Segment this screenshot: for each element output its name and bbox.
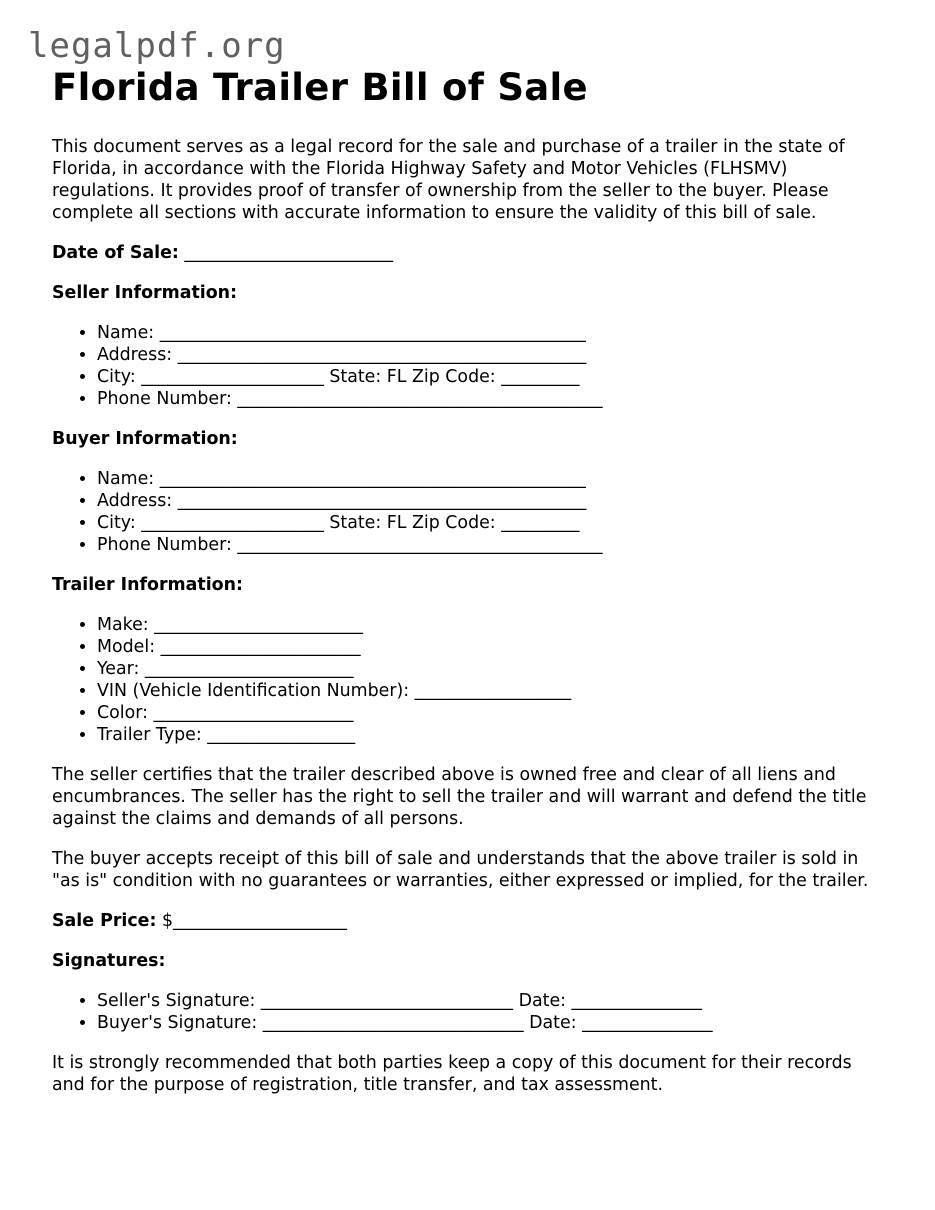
- date-of-sale-field[interactable]: ________________________: [178, 243, 394, 264]
- signatures-heading: Signatures:: [52, 951, 166, 972]
- acceptance-paragraph: The buyer accepts receipt of this bill of sale and understands that the above trailer is sold in "as is" condition with no guarantees or warranties, either expressed or implied, for the trailer.: [52, 849, 869, 892]
- seller-phone-field[interactable]: • Phone Number: __________________________________________: [97, 388, 882, 410]
- buyer-list: [52, 468, 882, 556]
- seller-city-field[interactable]: • City: _____________________ State: FL Zip Code: _________: [97, 366, 882, 388]
- trailer-year-field[interactable]: • Year: ________________________: [97, 658, 882, 680]
- seller-address-field[interactable]: • Address: _______________________________________________: [97, 344, 882, 366]
- buyer-signature-field[interactable]: • Buyer's Signature: ______________________________ Date: _______________: [97, 1012, 882, 1034]
- trailer-make-field[interactable]: • Make: ________________________: [97, 614, 882, 636]
- trailer-list: [52, 614, 882, 746]
- sale-price-field[interactable]: $____________________: [156, 911, 347, 932]
- signatures-list: [52, 990, 882, 1034]
- trailer-heading: Trailer Information:: [52, 575, 243, 596]
- trailer-vin-field[interactable]: • VIN (Vehicle Identification Number): __________________: [97, 680, 882, 702]
- sale-price: [52, 910, 882, 932]
- trailer-type-field[interactable]: • Trailer Type: _________________: [97, 724, 882, 746]
- trailer-color-field[interactable]: • Color: _______________________: [97, 702, 882, 724]
- buyer-address-field[interactable]: • Address: _______________________________________________: [97, 490, 882, 512]
- date-of-sale: [52, 242, 882, 264]
- intro-paragraph: This document serves as a legal record for the sale and purchase of a trailer in the state of Florida, in accordance with the Florida Highway Safety and Motor Vehicles (FLHSMV) regulations. It provides proof of transfer of ownership from the seller to the buyer. Please complete all sections with accurate information to ensure the validity of this bill of sale.: [52, 137, 845, 224]
- seller-signature-field[interactable]: • Seller's Signature: _____________________________ Date: _______________: [97, 990, 882, 1012]
- buyer-name-field[interactable]: • Name: _________________________________________________: [97, 468, 882, 490]
- sale-price-label: Sale Price:: [52, 911, 157, 932]
- watermark-logo: legalpdf.org: [28, 26, 286, 66]
- buyer-phone-field[interactable]: • Phone Number: __________________________________________: [97, 534, 882, 556]
- certification-paragraph: The seller certifies that the trailer described above is owned free and clear of all liens and encumbrances. The seller has the right to sell the trailer and will warrant and defend the title against the claims and demands of all persons.: [52, 765, 867, 830]
- buyer-heading: Buyer Information:: [52, 429, 238, 450]
- seller-list: [52, 322, 882, 410]
- trailer-model-field[interactable]: • Model: _______________________: [97, 636, 882, 658]
- seller-name-field[interactable]: • Name: _________________________________________________: [97, 322, 882, 344]
- document-page: [52, 66, 882, 1114]
- page-title: Florida Trailer Bill of Sale: [52, 66, 588, 109]
- closing-paragraph: It is strongly recommended that both parties keep a copy of this document for their records and for the purpose of registration, title transfer, and tax assessment.: [52, 1053, 852, 1096]
- date-of-sale-label: Date of Sale:: [52, 243, 179, 264]
- buyer-city-field[interactable]: • City: _____________________ State: FL Zip Code: _________: [97, 512, 882, 534]
- seller-heading: Seller Information:: [52, 283, 238, 304]
